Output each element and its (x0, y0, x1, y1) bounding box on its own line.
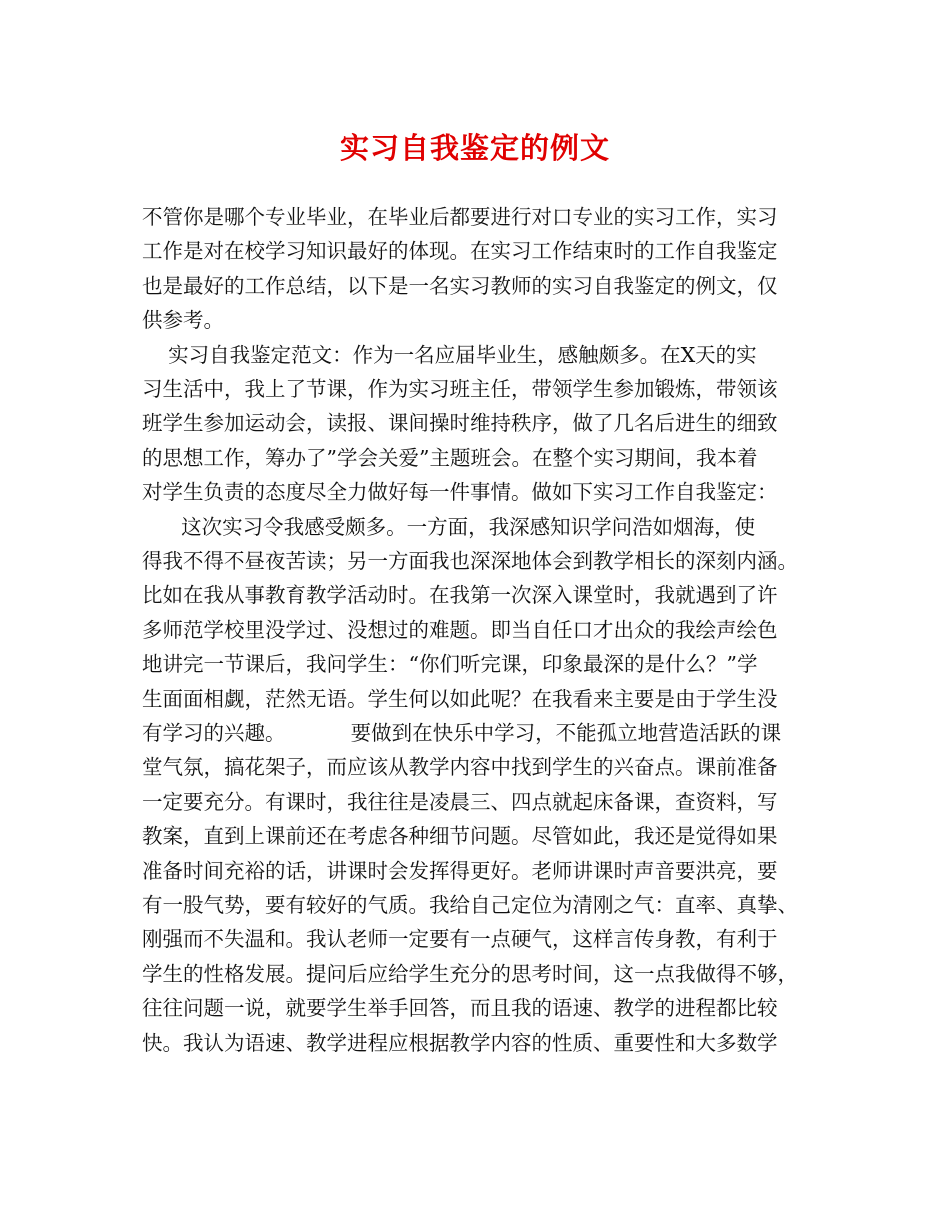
text-line: 有学习的兴趣。 要做到在快乐中学习，不能孤立地营造活跃的课 (142, 721, 782, 745)
text-line: 准备时间充裕的话，讲课时会发挥得更好。老师讲课时声音要洪亮，要 (142, 858, 778, 883)
text-line: 的思想工作，筹办了”学会关爱”主题班会。在整个实习期间，我本着 (142, 445, 758, 470)
text-line: 习生活中，我上了节课，作为实习班主任，带领学生参加锻炼，带领该 (142, 377, 778, 401)
text-line: 比如在我从事教育教学活动时。在我第一次深入课堂时，我就遇到了许 (142, 583, 778, 608)
text-line: 班学生参加运动会，读报、课间操时维持秩序，做了几名后进生的细致 (142, 411, 778, 436)
document-title: 实习自我鉴定的例文 (339, 131, 610, 165)
text-line: 也是最好的工作总结，以下是一名实习教师的实习自我鉴定的例文，仅 (142, 273, 778, 298)
text-line: 往往问题一说，就要学生举手回答，而且我的语速、教学的进程都比较 (142, 996, 778, 1021)
text-line: 堂气氛，搞花架子，而应该从教学内容中找到学生的兴奋点。课前准备 (142, 755, 778, 780)
text-line: 工作是对在校学习知识最好的体现。在实习工作结束时的工作自我鉴定 (142, 239, 778, 264)
text-line: 对学生负责的态度尽全力做好每一件事情。做如下实习工作自我鉴定： (142, 480, 778, 505)
text-line: 实习自我鉴定范文：作为一名应届毕业生，感触颇多。在X天的实 (142, 342, 757, 367)
text-line: 多师范学校里没学过、没想过的难题。即当自任口才出众的我绘声绘色 (142, 617, 778, 642)
text-line: 不管你是哪个专业毕业，在毕业后都要进行对口专业的实习工作，实习 (142, 205, 778, 229)
text-line: 有一股气势，要有较好的气质。我给自己定位为清刚之气：直率、真挚、 (142, 893, 798, 917)
text-line: 教案，直到上课前还在考虑各种细节问题。尽管如此，我还是觉得如果 (142, 824, 778, 849)
text-line: 一定要充分。有课时，我往往是凌晨三、四点就起床备课，查资料，写 (142, 789, 778, 814)
text-line: 快。我认为语速、教学进程应根据教学内容的性质、重要性和大多数学 (142, 1030, 778, 1055)
text-line: 供参考。 (142, 308, 224, 333)
text-line: 这次实习令我感受颇多。一方面，我深感知识学问浩如烟海，使 (142, 514, 756, 539)
text-line: 刚强而不失温和。我认老师一定要有一点硬气，这样言传身教，有利于 (142, 927, 778, 952)
text-line: 地讲完一节课后，我问学生：“你们听完课，印象最深的是什么？”学 (142, 652, 758, 677)
text-line: 生面面相觑，茫然无语。学生何以如此呢？在我看来主要是由于学生没 (142, 686, 778, 711)
text-line: 得我不得不昼夜苦读；另一方面我也深深地体会到教学相长的深刻内涵。 (142, 549, 798, 573)
text-line: 学生的性格发展。提问后应给学生充分的思考时间，这一点我做得不够， (142, 961, 798, 986)
